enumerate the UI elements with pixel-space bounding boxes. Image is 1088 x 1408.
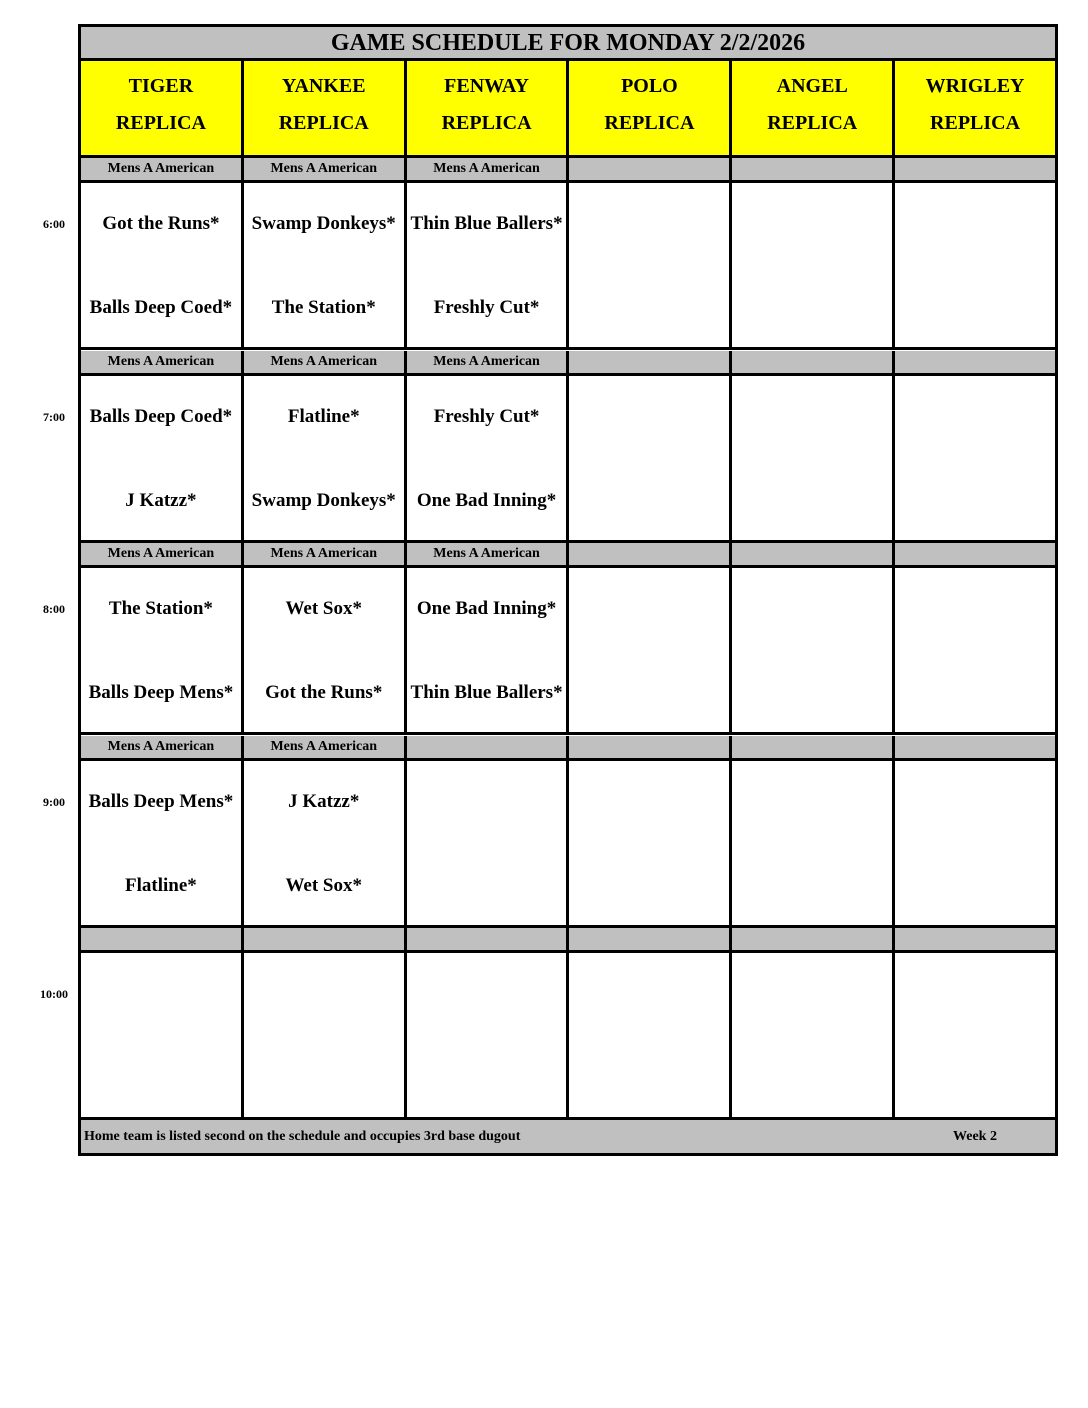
home-team (571, 668, 727, 718)
game-cell (407, 183, 570, 347)
away-team (897, 392, 1053, 442)
field-subtitle: REPLICA (930, 112, 1021, 134)
game-cell (81, 761, 244, 925)
away-team (734, 199, 890, 249)
division-row (81, 543, 1055, 568)
division-label (407, 736, 570, 758)
game-cell (895, 568, 1055, 732)
game-cell (732, 953, 895, 1117)
away-team (734, 392, 890, 442)
field-subtitle: REPLICA (278, 112, 369, 134)
home-team (734, 668, 890, 718)
game-cell (732, 376, 895, 540)
time-label: 7:00 (43, 410, 65, 424)
game-row (81, 761, 1055, 928)
game-cell (244, 183, 407, 347)
away-team (571, 392, 727, 442)
division-label (81, 928, 244, 950)
division-label: Mens A American (81, 351, 244, 373)
game-cell (407, 376, 570, 540)
division-label (569, 736, 732, 758)
game-row (81, 568, 1055, 735)
away-team: Thin Blue Ballers* (410, 213, 563, 234)
game-cell (81, 376, 244, 540)
time-label: 10:00 (40, 987, 68, 1001)
game-row (81, 183, 1055, 350)
time-slot (81, 158, 1055, 350)
schedule-title: GAME SCHEDULE FOR MONDAY 2/2/2026 (81, 27, 1055, 61)
game-cell (732, 183, 895, 347)
game-cell (732, 568, 895, 732)
game-cell (895, 376, 1055, 540)
game-cell (407, 761, 570, 925)
field-header (81, 61, 244, 155)
division-row (81, 351, 1055, 376)
away-team (897, 584, 1053, 634)
home-team (409, 861, 565, 911)
field-header (569, 61, 732, 155)
away-team (734, 969, 890, 1019)
home-team (734, 476, 890, 526)
field-subtitle: REPLICA (115, 112, 206, 134)
game-cell (81, 183, 244, 347)
division-label: Mens A American (244, 543, 407, 565)
game-cell (569, 376, 732, 540)
game-cell (569, 761, 732, 925)
division-label (732, 928, 895, 950)
game-cell (244, 568, 407, 732)
division-row (81, 158, 1055, 183)
division-label (895, 736, 1055, 758)
home-team: Freshly Cut* (433, 297, 540, 318)
field-name: WRIGLEY (925, 75, 1025, 97)
division-label (569, 543, 732, 565)
field-name: ANGEL (776, 75, 848, 97)
home-team (409, 1053, 565, 1103)
home-team (897, 1053, 1053, 1103)
home-team (571, 476, 727, 526)
time-label: 8:00 (43, 602, 65, 616)
field-name: POLO (621, 75, 678, 97)
away-team: Flatline* (287, 406, 360, 427)
away-team (409, 777, 565, 827)
away-team (734, 777, 890, 827)
division-label (732, 351, 895, 373)
game-cell (569, 568, 732, 732)
away-team: The Station* (108, 598, 213, 619)
division-label: Mens A American (244, 736, 407, 758)
home-team: J Katzz* (125, 490, 197, 511)
away-team: Freshly Cut* (433, 406, 540, 427)
division-row (81, 736, 1055, 761)
game-cell (407, 568, 570, 732)
home-team (734, 283, 890, 333)
division-label (407, 928, 570, 950)
away-team: Swamp Donkeys* (251, 213, 396, 234)
division-label (895, 158, 1055, 180)
game-cell (81, 568, 244, 732)
away-team (734, 584, 890, 634)
away-team (571, 199, 727, 249)
away-team: Got the Runs* (102, 213, 220, 234)
away-team (83, 969, 239, 1019)
field-name: YANKEE (281, 75, 366, 97)
game-cell (895, 761, 1055, 925)
division-label: Mens A American (81, 543, 244, 565)
home-team: Balls Deep Coed* (89, 297, 233, 318)
week-label: Week 2 (953, 1129, 997, 1144)
away-team (571, 584, 727, 634)
field-header (732, 61, 895, 155)
away-team: One Bad Inning* (416, 598, 557, 619)
away-team (571, 969, 727, 1019)
division-row (81, 928, 1055, 953)
field-name: TIGER (128, 75, 194, 97)
home-team (897, 668, 1053, 718)
away-team (246, 969, 402, 1019)
home-team (83, 1053, 239, 1103)
home-team (734, 861, 890, 911)
home-team (571, 283, 727, 333)
division-label (732, 543, 895, 565)
game-cell (895, 183, 1055, 347)
away-team (897, 969, 1053, 1019)
home-team: Wet Sox* (285, 875, 362, 896)
division-label (895, 543, 1055, 565)
home-team (246, 1053, 402, 1103)
division-label (732, 736, 895, 758)
away-team: Wet Sox* (285, 598, 362, 619)
division-label: Mens A American (244, 158, 407, 180)
division-label (569, 158, 732, 180)
game-cell (244, 761, 407, 925)
field-header (244, 61, 407, 155)
game-cell (569, 183, 732, 347)
home-team (897, 283, 1053, 333)
game-row (81, 953, 1055, 1120)
time-slot (81, 928, 1055, 1120)
division-label: Mens A American (407, 543, 570, 565)
away-team (409, 969, 565, 1019)
game-cell (407, 953, 570, 1117)
division-label (244, 928, 407, 950)
home-team: Thin Blue Ballers* (410, 682, 563, 703)
game-cell (244, 953, 407, 1117)
field-subtitle: REPLICA (767, 112, 858, 134)
field-name: FENWAY (444, 75, 529, 97)
division-label: Mens A American (244, 351, 407, 373)
home-team: Balls Deep Mens* (88, 682, 234, 703)
game-cell (569, 953, 732, 1117)
division-label (895, 351, 1055, 373)
home-team (734, 1053, 890, 1103)
field-subtitle: REPLICA (441, 112, 532, 134)
home-team (897, 861, 1053, 911)
field-header-row (81, 61, 1055, 158)
time-label: 6:00 (43, 217, 65, 231)
division-label: Mens A American (407, 351, 570, 373)
home-team (571, 1053, 727, 1103)
field-subtitle: REPLICA (604, 112, 695, 134)
time-slot (81, 736, 1055, 928)
away-team: Balls Deep Mens* (88, 791, 234, 812)
home-team: Flatline* (125, 875, 197, 896)
home-team: Got the Runs* (265, 682, 383, 703)
home-team: One Bad Inning* (416, 490, 557, 511)
field-header (407, 61, 570, 155)
time-slot (81, 351, 1055, 543)
division-label: Mens A American (81, 158, 244, 180)
division-label: Mens A American (407, 158, 570, 180)
home-team-note: Home team is listed second on the schedule and occupies 3rd base dugout (84, 1129, 521, 1144)
game-cell (81, 953, 244, 1117)
away-team (897, 199, 1053, 249)
away-team: Balls Deep Coed* (89, 406, 233, 427)
division-label (569, 351, 732, 373)
schedule-sheet (78, 24, 1058, 1156)
game-cell (895, 953, 1055, 1117)
time-slot (81, 543, 1055, 735)
division-label (895, 928, 1055, 950)
away-team (897, 777, 1053, 827)
time-label: 9:00 (43, 795, 65, 809)
schedule-footer (81, 1120, 1055, 1153)
home-team (571, 861, 727, 911)
away-team (571, 777, 727, 827)
game-cell (732, 761, 895, 925)
home-team: Swamp Donkeys* (251, 490, 396, 511)
game-cell (244, 376, 407, 540)
division-label: Mens A American (81, 736, 244, 758)
home-team (897, 476, 1053, 526)
game-row (81, 376, 1055, 543)
away-team: J Katzz* (288, 791, 360, 812)
field-header (895, 61, 1055, 155)
division-label (732, 158, 895, 180)
division-label (569, 928, 732, 950)
home-team: The Station* (271, 297, 376, 318)
